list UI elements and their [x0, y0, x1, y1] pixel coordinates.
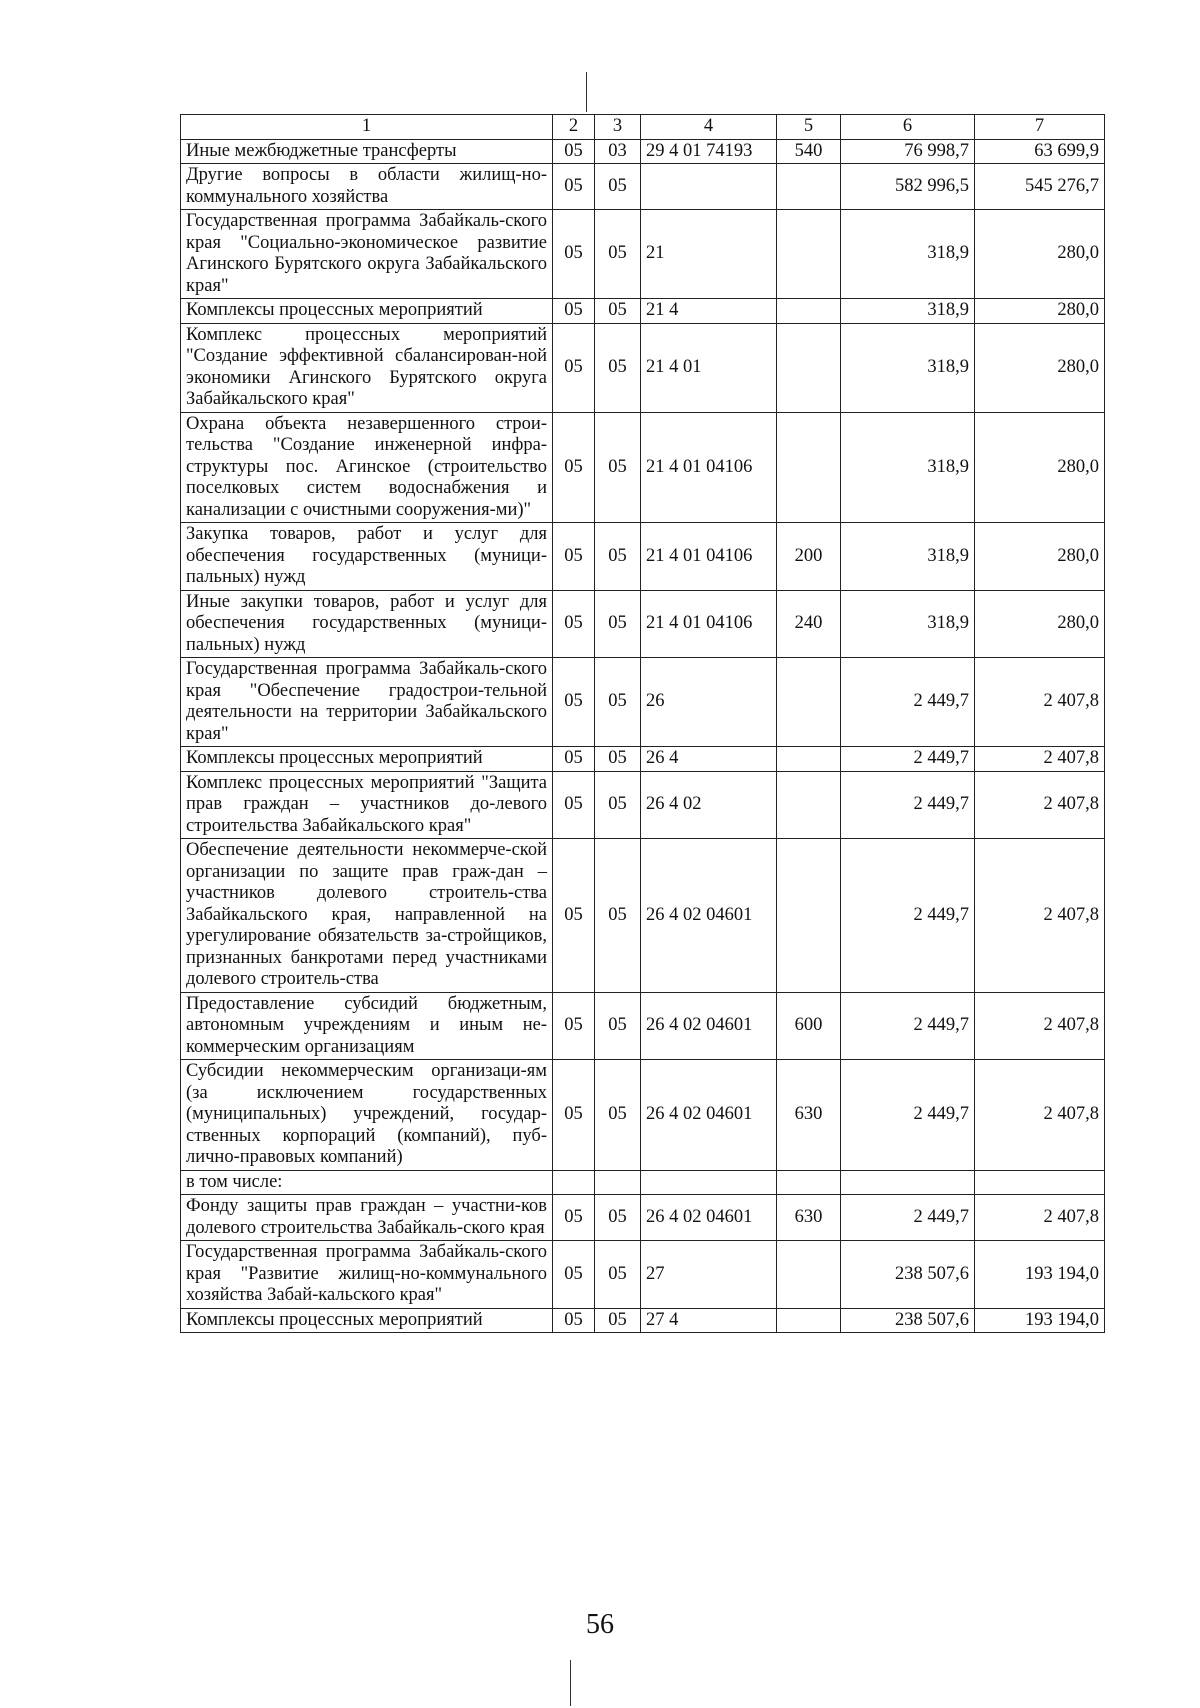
table-row — [181, 1308, 1105, 1333]
subsection-code-cell: 03 — [595, 139, 641, 164]
amount-year2-cell: 2 407,8 — [975, 747, 1105, 772]
section-code-cell: 05 — [553, 139, 595, 164]
subsection-code-cell: 05 — [595, 1060, 641, 1171]
section-code-cell: 05 — [553, 1195, 595, 1241]
amount-year1-cell — [841, 1170, 975, 1195]
row-name-cell: Обеспечение деятельности некоммерче-ской организации по защите прав граж-дан – участников долевого строитель-ства Забайкальского края, направленной на урегулирование обязательств за-стройщиков, признанных банкротами перед участниками долевого строитель-ства — [181, 839, 553, 993]
table-row — [181, 210, 1105, 299]
section-code-cell: 05 — [553, 992, 595, 1060]
row-name-cell: в том числе: — [181, 1170, 553, 1195]
column-header: 3 — [595, 115, 641, 140]
amount-year2-cell: 2 407,8 — [975, 771, 1105, 839]
expense-type-cell: 200 — [777, 523, 841, 591]
amount-year1-cell: 318,9 — [841, 523, 975, 591]
row-name-cell: Комплекс процессных мероприятий "Защита прав граждан – участников до-левого строительства Забайкальского края" — [181, 771, 553, 839]
amount-year2-cell: 63 699,9 — [975, 139, 1105, 164]
amount-year1-cell: 2 449,7 — [841, 771, 975, 839]
amount-year2-cell: 2 407,8 — [975, 839, 1105, 993]
subsection-code-cell: 05 — [595, 590, 641, 658]
row-name-cell: Фонду защиты прав граждан – участни-ков долевого строительства Забайкаль-ского края — [181, 1195, 553, 1241]
scan-artifact-line — [586, 72, 587, 112]
row-name-cell: Охрана объекта незавершенного строи-тельства "Создание инженерной инфра-структуры пос. Агинское (строительство поселковых систем водоснабжения и канализации с очистными сооружения-ми)" — [181, 412, 553, 523]
expense-type-cell — [777, 412, 841, 523]
target-article-cell: 26 — [641, 658, 777, 747]
target-article-cell: 26 4 02 04601 — [641, 1060, 777, 1171]
table-row — [181, 139, 1105, 164]
expense-type-cell — [777, 164, 841, 210]
subsection-code-cell: 05 — [595, 1308, 641, 1333]
row-name-cell: Субсидии некоммерческим организаци-ям (за исключением государственных (муниципальных) учреждений, государ-ственных корпораций (компаний), пуб-лично-правовых компаний) — [181, 1060, 553, 1171]
expense-type-cell — [777, 1241, 841, 1309]
section-code-cell: 05 — [553, 1308, 595, 1333]
section-code-cell: 05 — [553, 1241, 595, 1309]
subsection-code-cell: 05 — [595, 323, 641, 412]
target-article-cell — [641, 164, 777, 210]
subsection-code-cell: 05 — [595, 992, 641, 1060]
expense-type-cell: 630 — [777, 1060, 841, 1171]
table-row — [181, 839, 1105, 993]
target-article-cell: 26 4 02 04601 — [641, 839, 777, 993]
expense-type-cell: 240 — [777, 590, 841, 658]
section-code-cell — [553, 1170, 595, 1195]
row-name-cell: Комплексы процессных мероприятий — [181, 299, 553, 324]
subsection-code-cell: 05 — [595, 658, 641, 747]
amount-year1-cell: 76 998,7 — [841, 139, 975, 164]
amount-year2-cell: 193 194,0 — [975, 1241, 1105, 1309]
table-row — [181, 771, 1105, 839]
expense-type-cell — [777, 210, 841, 299]
target-article-cell: 21 4 01 04106 — [641, 412, 777, 523]
target-article-cell: 21 4 — [641, 299, 777, 324]
amount-year1-cell: 238 507,6 — [841, 1308, 975, 1333]
amount-year2-cell: 2 407,8 — [975, 658, 1105, 747]
amount-year2-cell: 545 276,7 — [975, 164, 1105, 210]
table-row — [181, 323, 1105, 412]
amount-year2-cell: 193 194,0 — [975, 1308, 1105, 1333]
column-header: 6 — [841, 115, 975, 140]
table-row — [181, 1170, 1105, 1195]
expense-type-cell — [777, 747, 841, 772]
section-code-cell: 05 — [553, 590, 595, 658]
target-article-cell: 21 4 01 — [641, 323, 777, 412]
amount-year1-cell: 2 449,7 — [841, 839, 975, 993]
target-article-cell: 21 4 01 04106 — [641, 590, 777, 658]
amount-year1-cell: 318,9 — [841, 210, 975, 299]
subsection-code-cell: 05 — [595, 771, 641, 839]
amount-year1-cell: 2 449,7 — [841, 747, 975, 772]
amount-year1-cell: 318,9 — [841, 412, 975, 523]
amount-year2-cell: 280,0 — [975, 323, 1105, 412]
section-code-cell: 05 — [553, 323, 595, 412]
row-name-cell: Закупка товаров, работ и услуг для обеспечения государственных (муници-пальных) нужд — [181, 523, 553, 591]
table-row — [181, 1060, 1105, 1171]
amount-year1-cell: 318,9 — [841, 590, 975, 658]
expense-type-cell: 630 — [777, 1195, 841, 1241]
subsection-code-cell: 05 — [595, 299, 641, 324]
row-name-cell: Государственная программа Забайкаль-ского края "Социально-экономическое развитие Агинского Бурятского округа Забайкальского края" — [181, 210, 553, 299]
amount-year2-cell: 2 407,8 — [975, 1060, 1105, 1171]
subsection-code-cell: 05 — [595, 747, 641, 772]
amount-year2-cell: 2 407,8 — [975, 1195, 1105, 1241]
target-article-cell: 27 — [641, 1241, 777, 1309]
amount-year2-cell: 280,0 — [975, 299, 1105, 324]
subsection-code-cell: 05 — [595, 839, 641, 993]
row-name-cell: Комплекс процессных мероприятий "Создание эффективной сбалансирован-ной экономики Агинского Бурятского округа Забайкальского края" — [181, 323, 553, 412]
target-article-cell: 26 4 02 04601 — [641, 992, 777, 1060]
amount-year2-cell: 280,0 — [975, 210, 1105, 299]
target-article-cell — [641, 1170, 777, 1195]
amount-year2-cell: 280,0 — [975, 590, 1105, 658]
table-row — [181, 590, 1105, 658]
amount-year1-cell: 238 507,6 — [841, 1241, 975, 1309]
subsection-code-cell: 05 — [595, 210, 641, 299]
subsection-code-cell: 05 — [595, 412, 641, 523]
column-header: 4 — [641, 115, 777, 140]
subsection-code-cell: 05 — [595, 164, 641, 210]
expense-type-cell — [777, 839, 841, 993]
target-article-cell: 29 4 01 74193 — [641, 139, 777, 164]
expense-type-cell — [777, 1170, 841, 1195]
section-code-cell: 05 — [553, 658, 595, 747]
target-article-cell: 21 — [641, 210, 777, 299]
target-article-cell: 26 4 02 04601 — [641, 1195, 777, 1241]
target-article-cell: 21 4 01 04106 — [641, 523, 777, 591]
section-code-cell: 05 — [553, 299, 595, 324]
column-header: 5 — [777, 115, 841, 140]
row-name-cell: Предоставление субсидий бюджетным, автономным учреждениям и иным не-коммерческим организациям — [181, 992, 553, 1060]
amount-year1-cell: 2 449,7 — [841, 658, 975, 747]
amount-year2-cell — [975, 1170, 1105, 1195]
table-row — [181, 1241, 1105, 1309]
expense-type-cell — [777, 1308, 841, 1333]
expense-type-cell — [777, 299, 841, 324]
column-header: 7 — [975, 115, 1105, 140]
section-code-cell: 05 — [553, 747, 595, 772]
row-name-cell: Государственная программа Забайкаль-ского края "Развитие жилищ-но-коммунального хозяйства Забай-кальского края" — [181, 1241, 553, 1309]
section-code-cell: 05 — [553, 412, 595, 523]
table-body — [181, 115, 1105, 1333]
target-article-cell: 27 4 — [641, 1308, 777, 1333]
table-row — [181, 658, 1105, 747]
subsection-code-cell: 05 — [595, 1241, 641, 1309]
page-number: 56 — [586, 1609, 614, 1640]
expense-type-cell — [777, 323, 841, 412]
budget-table — [180, 114, 1105, 1333]
amount-year2-cell: 280,0 — [975, 412, 1105, 523]
expense-type-cell — [777, 771, 841, 839]
subsection-code-cell — [595, 1170, 641, 1195]
amount-year1-cell: 2 449,7 — [841, 992, 975, 1060]
row-name-cell: Другие вопросы в области жилищ-но-коммунального хозяйства — [181, 164, 553, 210]
subsection-code-cell: 05 — [595, 1195, 641, 1241]
amount-year1-cell: 318,9 — [841, 323, 975, 412]
amount-year2-cell: 2 407,8 — [975, 992, 1105, 1060]
row-name-cell: Иные закупки товаров, работ и услуг для обеспечения государственных (муници-пальных) нужд — [181, 590, 553, 658]
expense-type-cell: 600 — [777, 992, 841, 1060]
scan-artifact-line — [570, 1660, 571, 1706]
row-name-cell: Иные межбюджетные трансферты — [181, 139, 553, 164]
table-row — [181, 992, 1105, 1060]
table-row — [181, 164, 1105, 210]
expense-type-cell: 540 — [777, 139, 841, 164]
amount-year1-cell: 2 449,7 — [841, 1060, 975, 1171]
table-header-row — [181, 115, 1105, 140]
amount-year2-cell: 280,0 — [975, 523, 1105, 591]
row-name-cell: Государственная программа Забайкаль-ского края "Обеспечение градострои-тельной деятельности на территории Забайкальского края" — [181, 658, 553, 747]
table-row — [181, 1195, 1105, 1241]
row-name-cell: Комплексы процессных мероприятий — [181, 747, 553, 772]
section-code-cell: 05 — [553, 771, 595, 839]
subsection-code-cell: 05 — [595, 523, 641, 591]
column-header: 1 — [181, 115, 553, 140]
table-row — [181, 523, 1105, 591]
target-article-cell: 26 4 — [641, 747, 777, 772]
section-code-cell: 05 — [553, 164, 595, 210]
table-row — [181, 299, 1105, 324]
table-row — [181, 412, 1105, 523]
expense-type-cell — [777, 658, 841, 747]
section-code-cell: 05 — [553, 523, 595, 591]
section-code-cell: 05 — [553, 839, 595, 993]
row-name-cell: Комплексы процессных мероприятий — [181, 1308, 553, 1333]
amount-year1-cell: 2 449,7 — [841, 1195, 975, 1241]
section-code-cell: 05 — [553, 210, 595, 299]
amount-year1-cell: 318,9 — [841, 299, 975, 324]
target-article-cell: 26 4 02 — [641, 771, 777, 839]
section-code-cell: 05 — [553, 1060, 595, 1171]
amount-year1-cell: 582 996,5 — [841, 164, 975, 210]
table-row — [181, 747, 1105, 772]
column-header: 2 — [553, 115, 595, 140]
